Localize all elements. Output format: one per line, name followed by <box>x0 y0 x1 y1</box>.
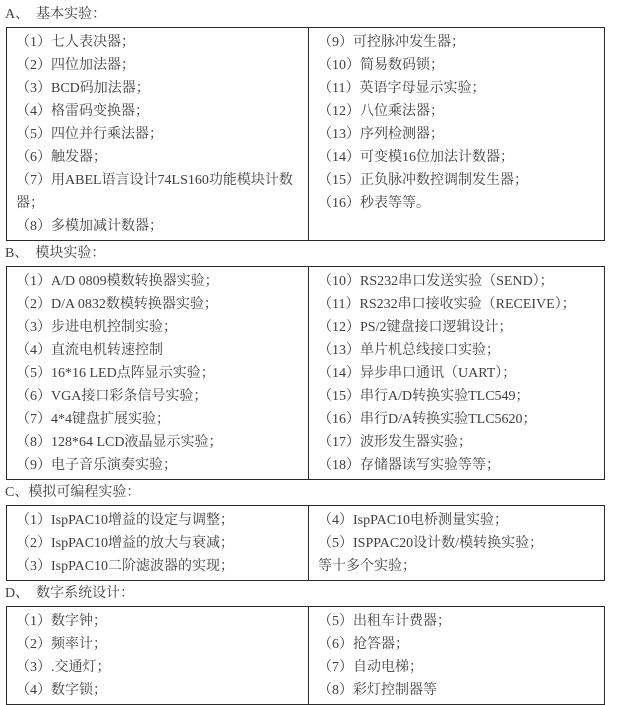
section-b-left-column <box>7 267 309 479</box>
experiment-item: （1）A/D 0809模数转换器实验； <box>16 274 219 289</box>
experiment-item: （1）数字钟； <box>16 614 107 629</box>
experiment-item: （6）触发器； <box>16 150 107 165</box>
section-b-table <box>6 266 605 480</box>
experiment-item: （1）七人表决器； <box>16 35 135 50</box>
experiment-item: （3）IspPAC10二阶滤波器的实现； <box>16 559 235 574</box>
section-b-right-column <box>309 267 604 479</box>
section-b <box>0 244 621 480</box>
experiment-item: （17）波形发生器实验； <box>318 435 472 450</box>
experiment-item: （3）步进电机控制实验； <box>16 320 177 335</box>
experiment-item: （4）格雷码变换器； <box>16 104 149 119</box>
section-d <box>0 584 621 705</box>
section-a-left-column <box>7 28 309 240</box>
experiment-item: （5）四位并行乘法器； <box>16 127 163 142</box>
experiment-item: （9）电子音乐演奏实验； <box>16 458 177 473</box>
experiment-item: （8）多模加减计数器； <box>16 219 163 234</box>
experiment-item: 等十多个实验； <box>318 559 416 574</box>
section-c-left-column <box>7 506 309 580</box>
section-a-right-column <box>309 28 604 240</box>
experiment-item: （5）16*16 LED点阵显示实验； <box>16 366 215 381</box>
section-c-heading: C、模拟可编程实验： <box>5 485 141 500</box>
experiment-item: （10）RS232串口发送实验（SEND）； <box>318 274 554 289</box>
section-a-heading: A、 基本实验： <box>5 7 107 22</box>
section-d-right-column <box>309 607 604 704</box>
experiment-item: （16）串行D/A转换实验TLC5620； <box>318 412 537 427</box>
experiment-item: （16）秒表等等。 <box>318 196 430 211</box>
experiment-item: （2）四位加法器； <box>16 58 135 73</box>
experiment-item: （9）可控脉冲发生器； <box>318 35 465 50</box>
experiment-item: （7）自动电梯； <box>318 660 423 675</box>
experiment-item: （2）D/A 0832数模转换器实验； <box>16 297 218 312</box>
section-c-table <box>6 505 605 581</box>
experiment-item: （7）4*4键盘扩展实验； <box>16 412 170 427</box>
experiment-item: （6）抢答器； <box>318 637 409 652</box>
experiment-item: （4）IspPAC10电桥测量实验； <box>318 513 509 528</box>
experiment-item: （2）频率计； <box>16 637 107 652</box>
experiment-item: （4）数字锁； <box>16 683 107 698</box>
experiment-item: （11）RS232串口接收实验（RECEIVE）； <box>318 297 576 312</box>
experiment-item: （12）八位乘法器； <box>318 104 444 119</box>
experiment-item: （6）VGA接口彩条信号实验； <box>16 389 208 404</box>
section-d-heading: D、 数字系统设计： <box>5 586 135 601</box>
experiment-item: （3）.交通灯； <box>16 660 111 675</box>
experiment-item: （5）ISPPAC20设计数/模转换实验； <box>318 536 544 551</box>
experiment-item: （3）BCD码加法器； <box>16 81 150 96</box>
experiment-item: （8）彩灯控制器等 <box>318 683 437 698</box>
experiment-item: （8）128*64 LCD液晶显示实验； <box>16 435 223 450</box>
experiment-item: （13）序列检测器； <box>318 127 444 142</box>
experiment-item: （15）正负脉冲数控调制发生器； <box>318 173 528 188</box>
experiment-item: （10）简易数码锁； <box>318 58 444 73</box>
experiment-item: （1）IspPAC10增益的设定与调整； <box>16 513 235 528</box>
section-c <box>0 483 621 581</box>
experiment-item: （7）用ABEL语言设计74LS160功能模块计数器； <box>16 173 293 211</box>
experiment-item: （11）英语字母显示实验； <box>318 81 486 96</box>
experiment-item: （12）PS/2键盘接口逻辑设计； <box>318 320 513 335</box>
experiment-item: （14）可变模16位加法计数器； <box>318 150 514 165</box>
experiment-item: （14）异步串口通讯（UART）； <box>318 366 517 381</box>
section-c-right-column <box>309 506 604 580</box>
experiment-item: （18）存储器读写实验等等； <box>318 458 500 473</box>
section-d-left-column <box>7 607 309 704</box>
experiment-item: （5）出租车计费器； <box>318 614 451 629</box>
experiment-item: （13）单片机总线接口实验； <box>318 343 500 358</box>
section-a <box>0 5 621 241</box>
experiment-item: （4）直流电机转速控制 <box>16 343 163 358</box>
experiment-item: （15）串行A/D转换实验TLC549； <box>318 389 530 404</box>
section-d-table <box>6 606 605 705</box>
experiment-item: （2）IspPAC10增益的放大与衰减； <box>16 536 235 551</box>
section-a-table <box>6 27 605 241</box>
section-b-heading: B、 模块实验： <box>5 246 106 261</box>
